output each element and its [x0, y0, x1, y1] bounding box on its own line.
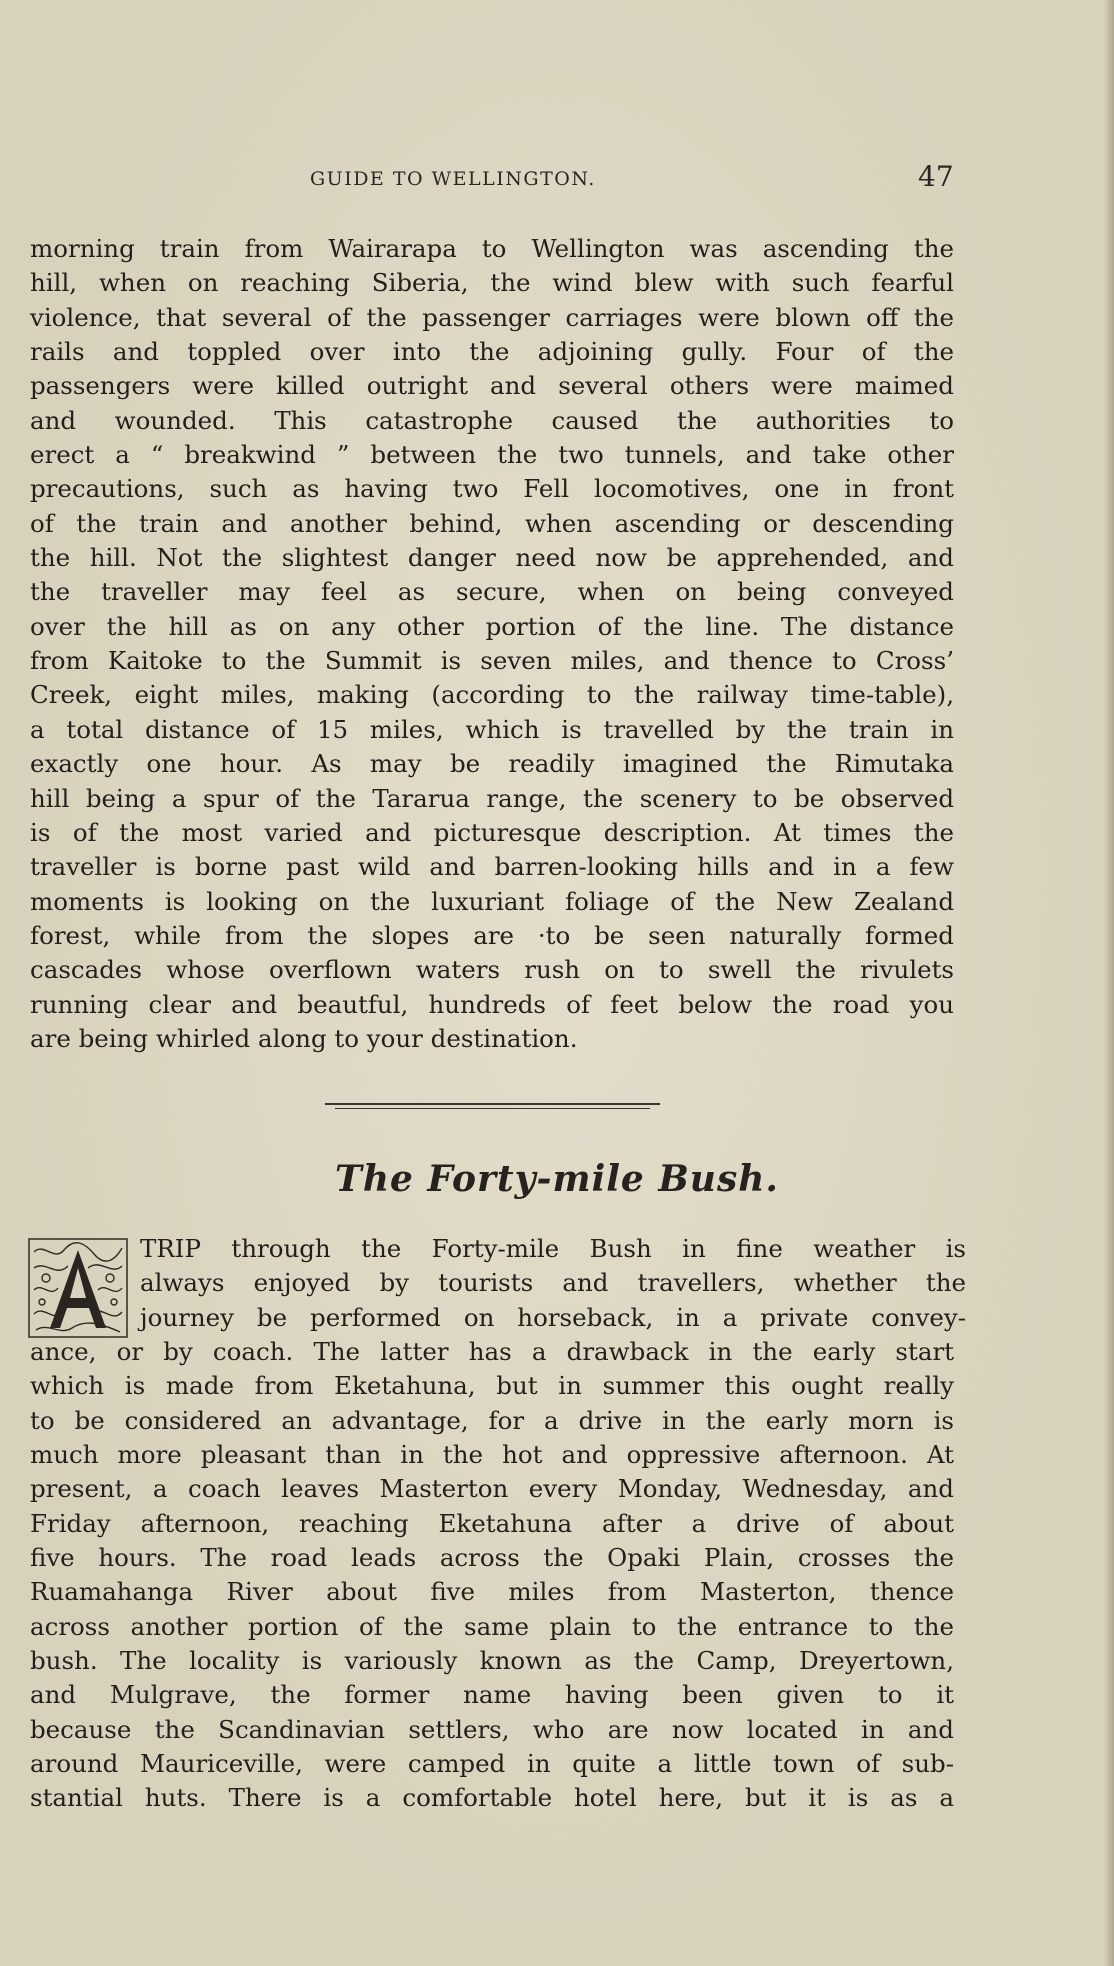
text-line: erect a “ breakwind ” between the two tunnels, and take other	[30, 440, 954, 470]
text-line: Creek, eight miles, making (according to the railway time-table),	[30, 680, 954, 710]
text-line: from Kaitoke to the Summit is seven miles, and thence to Cross’	[30, 646, 954, 676]
text-line: five hours. The road leads across the Opaki Plain, crosses the	[30, 1543, 954, 1573]
text-line: TRIP through the Forty-mile Bush in fine weather is	[140, 1234, 966, 1263]
text-line: violence, that several of the passenger carriages were blown off the	[30, 302, 954, 332]
page-number: 47	[918, 160, 954, 193]
text-line: bush. The locality is variously known as the Camp, Dreyertown,	[30, 1646, 954, 1676]
text-line: a total distance of 15 miles, which is travelled by the train in	[30, 714, 954, 744]
text-line: moments is looking on the luxuriant foliage of the New Zealand	[30, 886, 954, 916]
text-line: traveller is borne past wild and barren-looking hills and in a few	[30, 852, 954, 882]
text-line: the hill. Not the slightest danger need now be apprehended, and	[30, 543, 954, 573]
text-line: forest, while from the slopes are ·to be seen naturally formed	[30, 920, 954, 950]
section-heading: The Forty-mile Bush.	[335, 1158, 779, 1200]
text-line: running clear and beautful, hundreds of feet below the road you	[30, 989, 954, 1019]
text-line: Ruamahanga River about five miles from Masterton, thence	[30, 1577, 954, 1607]
paragraph-forty-mile-bush	[30, 1335, 954, 1816]
divider-thin-line	[335, 1108, 650, 1109]
ornamental-drop-cap-a-icon	[28, 1238, 128, 1338]
text-line: always enjoyed by tourists and travellers, whether the	[140, 1268, 966, 1298]
text-line: Friday afternoon, reaching Eketahuna after a drive of about	[30, 1508, 954, 1538]
text-line: and Mulgrave, the former name having been given to it	[30, 1680, 954, 1710]
text-line: hill, when on reaching Siberia, the wind blew with such fearful	[30, 268, 954, 298]
text-line: over the hill as on any other portion of the line. The distance	[30, 611, 954, 641]
text-line: which is made from Eketahuna, but in summer this ought really	[30, 1371, 954, 1401]
section-divider	[325, 1103, 660, 1111]
text-line: the traveller may feel as secure, when on being conveyed	[30, 577, 954, 607]
text-line: passengers were killed outright and several others were maimed	[30, 371, 954, 401]
text-line: rails and toppled over into the adjoining gully. Four of the	[30, 337, 954, 367]
text-line: much more pleasant than in the hot and oppressive afternoon. At	[30, 1440, 954, 1470]
text-line: because the Scandinavian settlers, who are now located in and	[30, 1714, 954, 1744]
paragraph-rimutaka	[30, 232, 954, 1056]
text-line: precautions, such as having two Fell locomotives, one in front	[30, 474, 954, 504]
text-line: stantial huts. There is a comfortable hotel here, but it is as a	[30, 1783, 954, 1813]
text-line: across another portion of the same plain to the entrance to the	[30, 1611, 954, 1641]
running-title: GUIDE TO WELLINGTON.	[310, 168, 596, 190]
paragraph-forty-mile-bush-opening	[140, 1232, 966, 1335]
text-line: to be considered an advantage, for a drive in the early morn is	[30, 1405, 954, 1435]
text-line: hill being a spur of the Tararua range, the scenery to be observed	[30, 783, 954, 813]
page-edge-shadow	[1104, 0, 1114, 1966]
text-line: present, a coach leaves Masterton every Monday, Wednesday, and	[30, 1474, 954, 1504]
text-line: of the train and another behind, when ascending or descending	[30, 508, 954, 538]
text-line: exactly one hour. As may be readily imagined the Rimutaka	[30, 749, 954, 779]
text-line: ance, or by coach. The latter has a drawback in the early start	[30, 1337, 954, 1366]
text-line: around Mauriceville, were camped in quite a little town of sub-	[30, 1749, 954, 1779]
text-line: cascades whose overflown waters rush on to swell the rivulets	[30, 955, 954, 985]
text-line: morning train from Wairarapa to Wellington was ascending the	[30, 234, 954, 263]
text-line: are being whirled along to your destination.	[30, 1023, 578, 1053]
text-line: journey be performed on horseback, in a private convey-	[140, 1302, 966, 1332]
text-line: is of the most varied and picturesque description. At times the	[30, 817, 954, 847]
divider-thick-line	[325, 1103, 660, 1105]
text-line: and wounded. This catastrophe caused the authorities to	[30, 405, 954, 435]
